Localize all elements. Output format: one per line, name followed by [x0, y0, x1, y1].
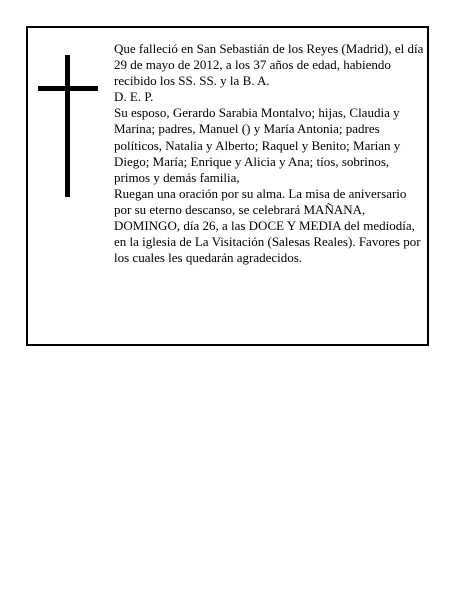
obituary-notice — [26, 26, 429, 346]
rest-in-peace: D. E. P. — [114, 89, 154, 105]
notice-text — [114, 41, 424, 266]
family-list: Su esposo, Gerardo Sarabia Montalvo; hijas, Claudia y Marina; padres, Manuel () y María Antonia; padres políticos, Natalia y Alberto; Raquel y Benito; Marian y Diego; María; Enrique y Alicia y Ana; tíos, sobrinos, primos y demás familia, — [114, 105, 401, 185]
mass-announcement: Ruegan una oración por su alma. La misa de aniversario por su eterno descanso, se celebrará MAÑANA, DOMINGO, día 26, a las DOCE Y MEDIA del mediodía, en la iglesia de La Visitación (Salesas Reales). Favores por los cuales les quedarán agradecidos. — [114, 185, 421, 266]
cross-vertical-bar — [65, 55, 70, 197]
cross-icon — [38, 55, 98, 197]
death-announcement: Que falleció en San Sebastián de los Reyes (Madrid), el día 29 de mayo de 2012, a los 37 años de edad, habiendo recibido los SS. SS. y la B. A. — [114, 41, 424, 89]
cross-horizontal-bar — [38, 86, 98, 91]
